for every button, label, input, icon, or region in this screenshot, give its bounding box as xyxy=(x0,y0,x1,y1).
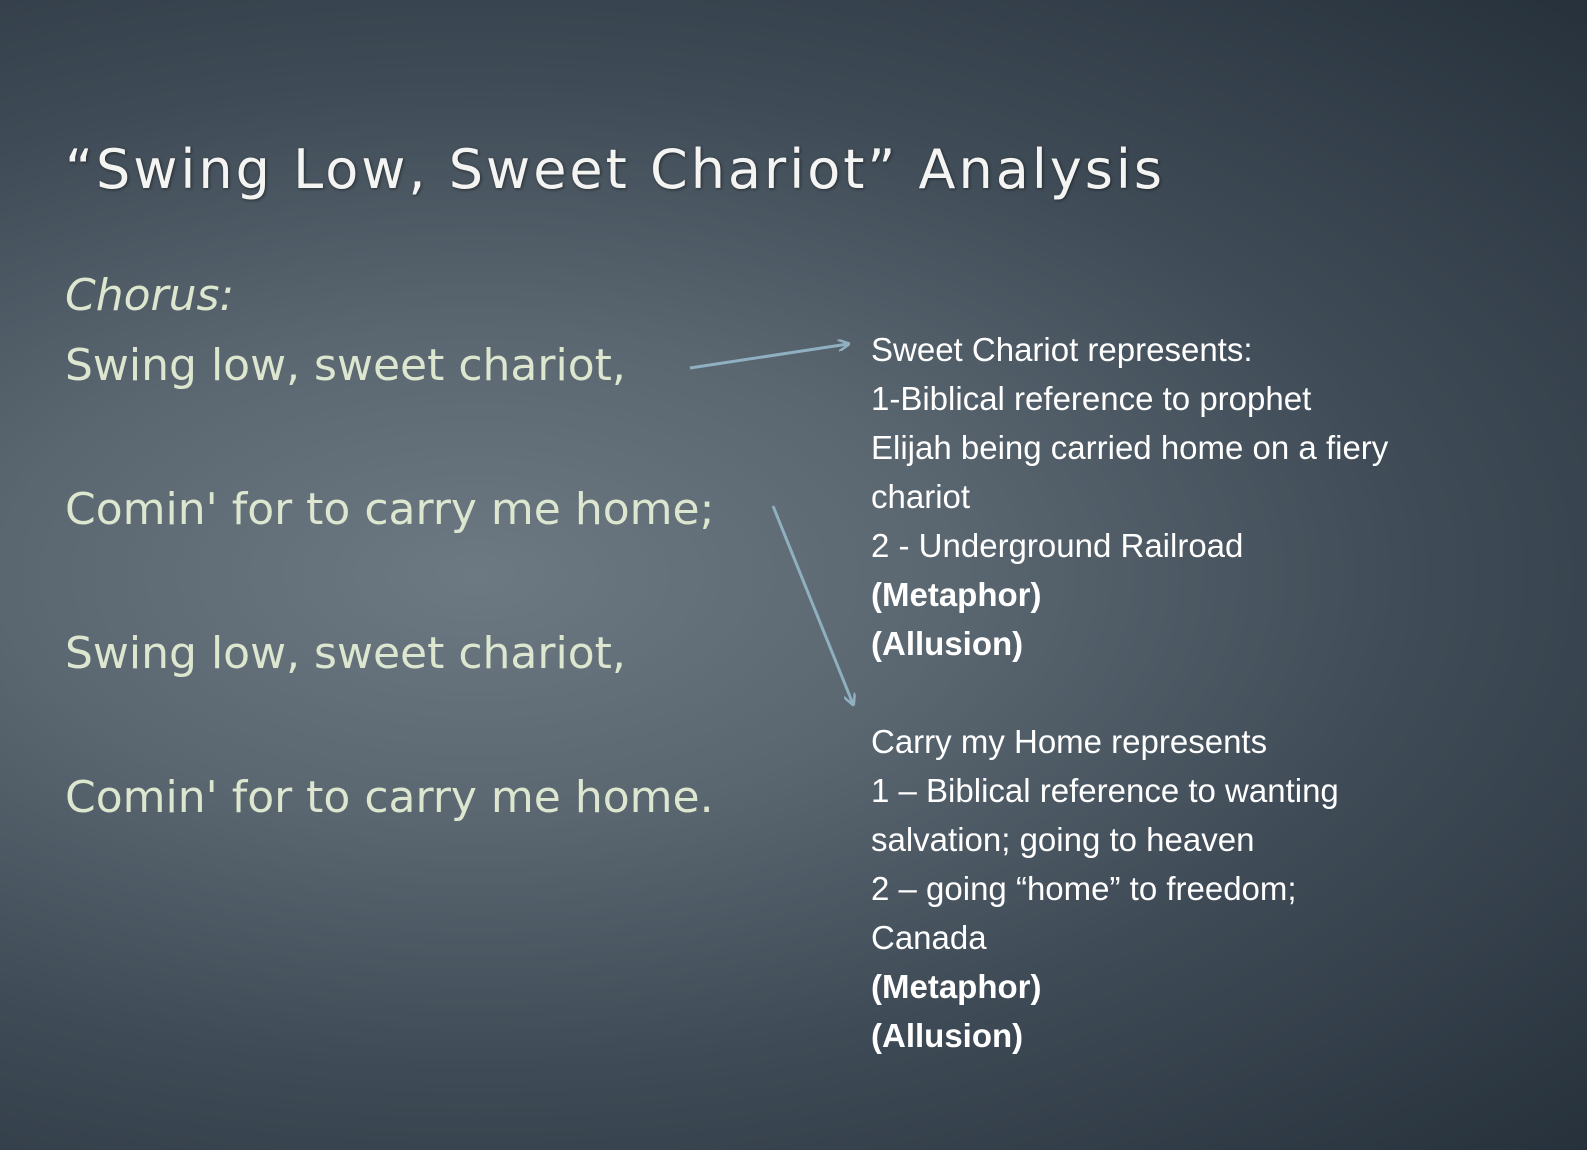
note-line: 1 – Biblical reference to wanting xyxy=(871,772,1339,809)
note-line: 2 – going “home” to freedom; xyxy=(871,870,1297,907)
note-line: Elijah being carried home on a fiery xyxy=(871,429,1389,466)
arrow-to-chariot-note xyxy=(690,344,848,368)
carry-home-note xyxy=(871,717,1551,1060)
allusion-tag: (Allusion) xyxy=(871,625,1024,662)
slide-title: “Swing Low, Sweet Chariot” Analysis xyxy=(65,138,1166,201)
note-line: 2 - Underground Railroad xyxy=(871,527,1244,564)
allusion-tag: (Allusion) xyxy=(871,1017,1024,1054)
chorus-label: Chorus: xyxy=(65,270,235,321)
note-line: chariot xyxy=(871,478,971,515)
note-line: 1-Biblical reference to prophet xyxy=(871,380,1312,417)
lyric-line-3: Swing low, sweet chariot, xyxy=(65,628,626,679)
metaphor-tag: (Metaphor) xyxy=(871,968,1042,1005)
arrow-to-home-note xyxy=(773,506,853,704)
lyric-line-4: Comin' for to carry me home. xyxy=(65,772,714,823)
note-line: Canada xyxy=(871,919,987,956)
note-heading: Sweet Chariot represents: xyxy=(871,331,1253,368)
sweet-chariot-note xyxy=(871,325,1551,668)
note-line: salvation; going to heaven xyxy=(871,821,1255,858)
note-heading: Carry my Home represents xyxy=(871,723,1268,760)
lyric-line-2: Comin' for to carry me home; xyxy=(65,484,715,535)
lyric-line-1: Swing low, sweet chariot, xyxy=(65,340,626,391)
metaphor-tag: (Metaphor) xyxy=(871,576,1042,613)
